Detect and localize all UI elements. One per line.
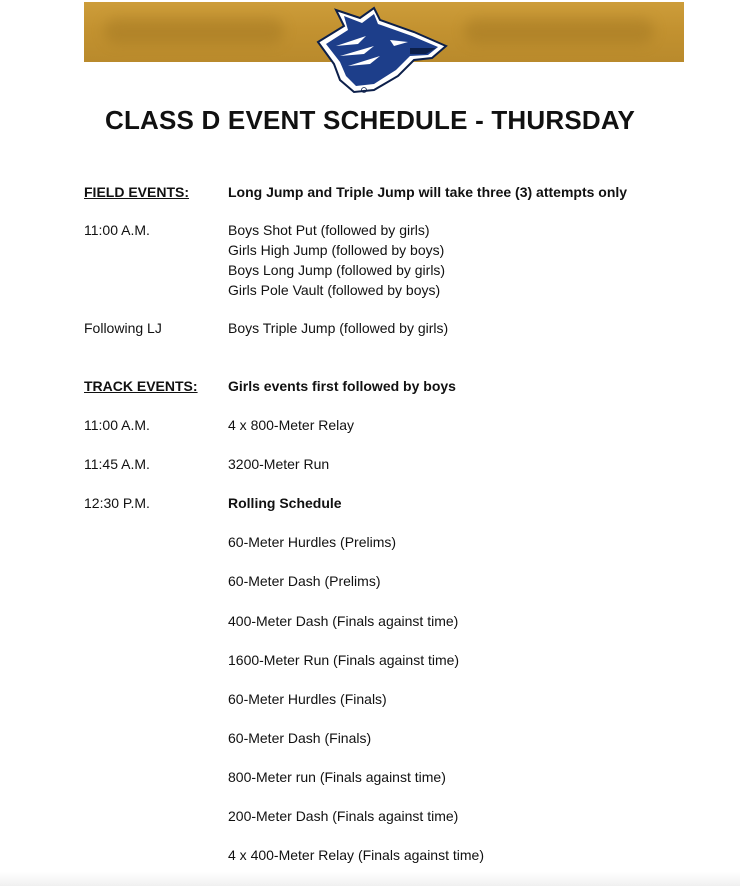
track-slot-event: 4 x 800-Meter Relay: [228, 417, 355, 433]
rolling-event-item: 60-Meter Dash (Finals): [228, 730, 372, 746]
rolling-event-item: 60-Meter Hurdles (Prelims): [228, 534, 397, 550]
rolling-event-item: 800-Meter run (Finals against time): [228, 769, 446, 785]
field-slot-time: Following LJ: [84, 320, 162, 336]
track-slot-time: 11:45 A.M.: [84, 456, 150, 472]
field-events-note: Long Jump and Triple Jump will take three (3) attempts only: [228, 184, 628, 200]
field-slot-events: [228, 220, 445, 300]
field-event-item: Girls Pole Vault (followed by boys): [228, 282, 441, 298]
rolling-event-item: 4 x 400-Meter Relay (Finals against time): [228, 847, 484, 863]
maverick-horse-head-icon: [314, 6, 450, 94]
field-event-item: Boys Shot Put (followed by girls): [228, 222, 430, 238]
page-bottom-edge: [0, 872, 740, 886]
rolling-event-item: 1600-Meter Run (Finals against time): [228, 652, 460, 668]
track-slot-event: Rolling Schedule: [228, 495, 342, 511]
track-slot-time: 12:30 P.M.: [84, 495, 150, 511]
track-slot-time: 11:00 A.M.: [84, 417, 150, 433]
track-slot-event: 3200-Meter Run: [228, 456, 330, 472]
field-event-item: Girls High Jump (followed by boys): [228, 242, 445, 258]
track-events-heading: TRACK EVENTS:: [84, 378, 198, 394]
banner-texture: [464, 18, 654, 44]
rolling-event-item: 200-Meter Dash (Finals against time): [228, 808, 459, 824]
field-event-item: Boys Long Jump (followed by girls): [228, 262, 446, 278]
banner-texture: [104, 18, 284, 44]
field-event-item: Boys Triple Jump (followed by girls): [228, 320, 449, 336]
rolling-event-item: 60-Meter Hurdles (Finals): [228, 691, 387, 707]
page-title: CLASS D EVENT SCHEDULE - THURSDAY: [104, 105, 636, 135]
track-events-note: Girls events first followed by boys: [228, 378, 456, 394]
field-events-heading: FIELD EVENTS:: [84, 184, 190, 200]
rolling-event-item: 60-Meter Dash (Prelims): [228, 573, 381, 589]
rolling-event-item: 400-Meter Dash (Finals against time): [228, 613, 459, 629]
field-slot-time: 11:00 A.M.: [84, 222, 150, 238]
